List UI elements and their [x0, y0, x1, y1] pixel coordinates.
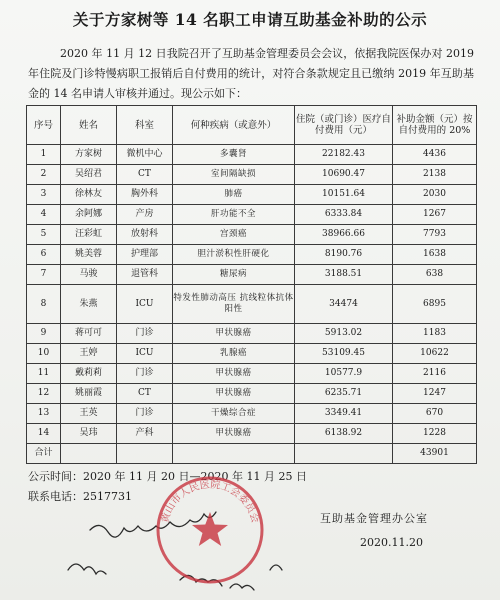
row-name: 蒋可可 [61, 324, 117, 344]
row-department: ICU [117, 285, 173, 324]
header-disease: 何种疾病（或意外） [173, 106, 295, 145]
row-name: 汪彩虹 [61, 225, 117, 245]
row-disease: 室间隔缺损 [173, 165, 295, 185]
row-subsidy: 7793 [393, 225, 477, 245]
row-name: 吴玮 [61, 424, 117, 444]
total-value: 43901 [393, 444, 477, 464]
row-name: 姚美蓉 [61, 245, 117, 265]
row-disease: 甲状腺癌 [173, 324, 295, 344]
row-index: 4 [27, 205, 61, 225]
row-disease: 干燥综合症 [173, 404, 295, 424]
total-row [27, 444, 477, 464]
row-self-pay: 3188.51 [295, 265, 393, 285]
table-row [27, 185, 477, 205]
row-subsidy: 6895 [393, 285, 477, 324]
row-name: 朱燕 [61, 285, 117, 324]
row-self-pay: 5913.02 [295, 324, 393, 344]
row-department: CT [117, 165, 173, 185]
row-subsidy: 638 [393, 265, 477, 285]
row-department: 放射科 [117, 225, 173, 245]
table-row [27, 384, 477, 404]
row-name: 姚丽霞 [61, 384, 117, 404]
row-department: 门诊 [117, 404, 173, 424]
contact-phone: 联系电话：2517731 [28, 490, 132, 503]
table-row [27, 404, 477, 424]
row-disease: 特发性肺动高压 抗线粒体抗体阳性 [173, 285, 295, 324]
row-department: 产科 [117, 424, 173, 444]
row-index: 9 [27, 324, 61, 344]
row-subsidy: 1247 [393, 384, 477, 404]
row-name: 方家树 [61, 145, 117, 165]
row-index: 3 [27, 185, 61, 205]
row-department: 胸外科 [117, 185, 173, 205]
row-index: 1 [27, 145, 61, 165]
row-disease: 宫颈癌 [173, 225, 295, 245]
publicity-period: 公示时间：2020 年 11 月 20 日—2020 年 11 月 25 日 [28, 470, 307, 483]
row-index: 13 [27, 404, 61, 424]
row-name: 戴莉莉 [61, 364, 117, 384]
row-department: 门诊 [117, 364, 173, 384]
row-name: 吴绍君 [61, 165, 117, 185]
table-row [27, 364, 477, 384]
union-seal [150, 470, 270, 590]
row-self-pay: 8190.76 [295, 245, 393, 265]
subsidy-table [26, 105, 477, 464]
seal-text: 黄山市人民医院工会委员会 [159, 479, 261, 525]
row-department: 退管科 [117, 265, 173, 285]
header-subsidy: 补助金额（元）按自付费用的 20% [393, 106, 477, 145]
row-subsidy: 1267 [393, 205, 477, 225]
row-name: 徐林友 [61, 185, 117, 205]
row-disease: 甲状腺癌 [173, 364, 295, 384]
row-name: 马骏 [61, 265, 117, 285]
row-self-pay: 10577.9 [295, 364, 393, 384]
row-self-pay: 10151.64 [295, 185, 393, 205]
table-row [27, 205, 477, 225]
row-disease: 乳腺癌 [173, 344, 295, 364]
header-self-pay: 住院（或门诊）医疗自付费用（元） [295, 106, 393, 145]
issuing-office: 互助基金管理办公室 [320, 512, 428, 525]
header-name: 姓名 [61, 106, 117, 145]
row-department: 门诊 [117, 324, 173, 344]
row-subsidy: 4436 [393, 145, 477, 165]
header-index: 序号 [27, 106, 61, 145]
row-self-pay: 3349.41 [295, 404, 393, 424]
table-row [27, 324, 477, 344]
row-self-pay: 38966.66 [295, 225, 393, 245]
row-self-pay: 53109.45 [295, 344, 393, 364]
row-self-pay: 6333.84 [295, 205, 393, 225]
row-index: 10 [27, 344, 61, 364]
row-name: 王英 [61, 404, 117, 424]
row-index: 14 [27, 424, 61, 444]
row-disease: 甲状腺癌 [173, 384, 295, 404]
row-name: 王婷 [61, 344, 117, 364]
table-row [27, 344, 477, 364]
table-row [27, 424, 477, 444]
issue-date: 2020.11.20 [360, 536, 423, 549]
notice-intro: 2020 年 11 月 12 日我院召开了互助基金管理委员会会议，依据我院医保办对 2019 年住院及门诊特慢病职工报销后自付费用的统计，对符合条款规定且已缴纳 2019 年互助基金的 14 名申请人审核并通过。现公示如下： [28, 47, 474, 100]
table-row [27, 225, 477, 245]
row-subsidy: 10622 [393, 344, 477, 364]
row-disease: 胆汁淤积性肝硬化 [173, 245, 295, 265]
row-subsidy: 1228 [393, 424, 477, 444]
row-department: 微机中心 [117, 145, 173, 165]
row-disease: 多囊肾 [173, 145, 295, 165]
table-header-row [27, 106, 477, 145]
row-index: 7 [27, 265, 61, 285]
row-index: 5 [27, 225, 61, 245]
table-row [27, 165, 477, 185]
table-row [27, 285, 477, 324]
row-department: CT [117, 384, 173, 404]
row-index: 2 [27, 165, 61, 185]
table-row [27, 245, 477, 265]
row-self-pay: 34474 [295, 285, 393, 324]
row-disease: 糖尿病 [173, 265, 295, 285]
row-index: 6 [27, 245, 61, 265]
row-self-pay: 6138.92 [295, 424, 393, 444]
table-row [27, 265, 477, 285]
row-index: 8 [27, 285, 61, 324]
row-disease: 甲状腺癌 [173, 424, 295, 444]
table-row [27, 145, 477, 165]
total-label: 合计 [27, 444, 61, 464]
row-subsidy: 2116 [393, 364, 477, 384]
row-self-pay: 6235.71 [295, 384, 393, 404]
row-self-pay: 10690.47 [295, 165, 393, 185]
row-self-pay: 22182.43 [295, 145, 393, 165]
row-disease: 肺癌 [173, 185, 295, 205]
row-department: ICU [117, 344, 173, 364]
row-name: 余阿娜 [61, 205, 117, 225]
row-subsidy: 1638 [393, 245, 477, 265]
row-subsidy: 1183 [393, 324, 477, 344]
row-department: 产房 [117, 205, 173, 225]
row-subsidy: 2138 [393, 165, 477, 185]
notice-title: 关于方家树等 14 名职工申请互助基金补助的公示 [72, 10, 428, 29]
header-department: 科室 [117, 106, 173, 145]
row-subsidy: 2030 [393, 185, 477, 205]
row-department: 护理部 [117, 245, 173, 265]
row-index: 12 [27, 384, 61, 404]
row-subsidy: 670 [393, 404, 477, 424]
row-disease: 肝功能不全 [173, 205, 295, 225]
row-index: 11 [27, 364, 61, 384]
